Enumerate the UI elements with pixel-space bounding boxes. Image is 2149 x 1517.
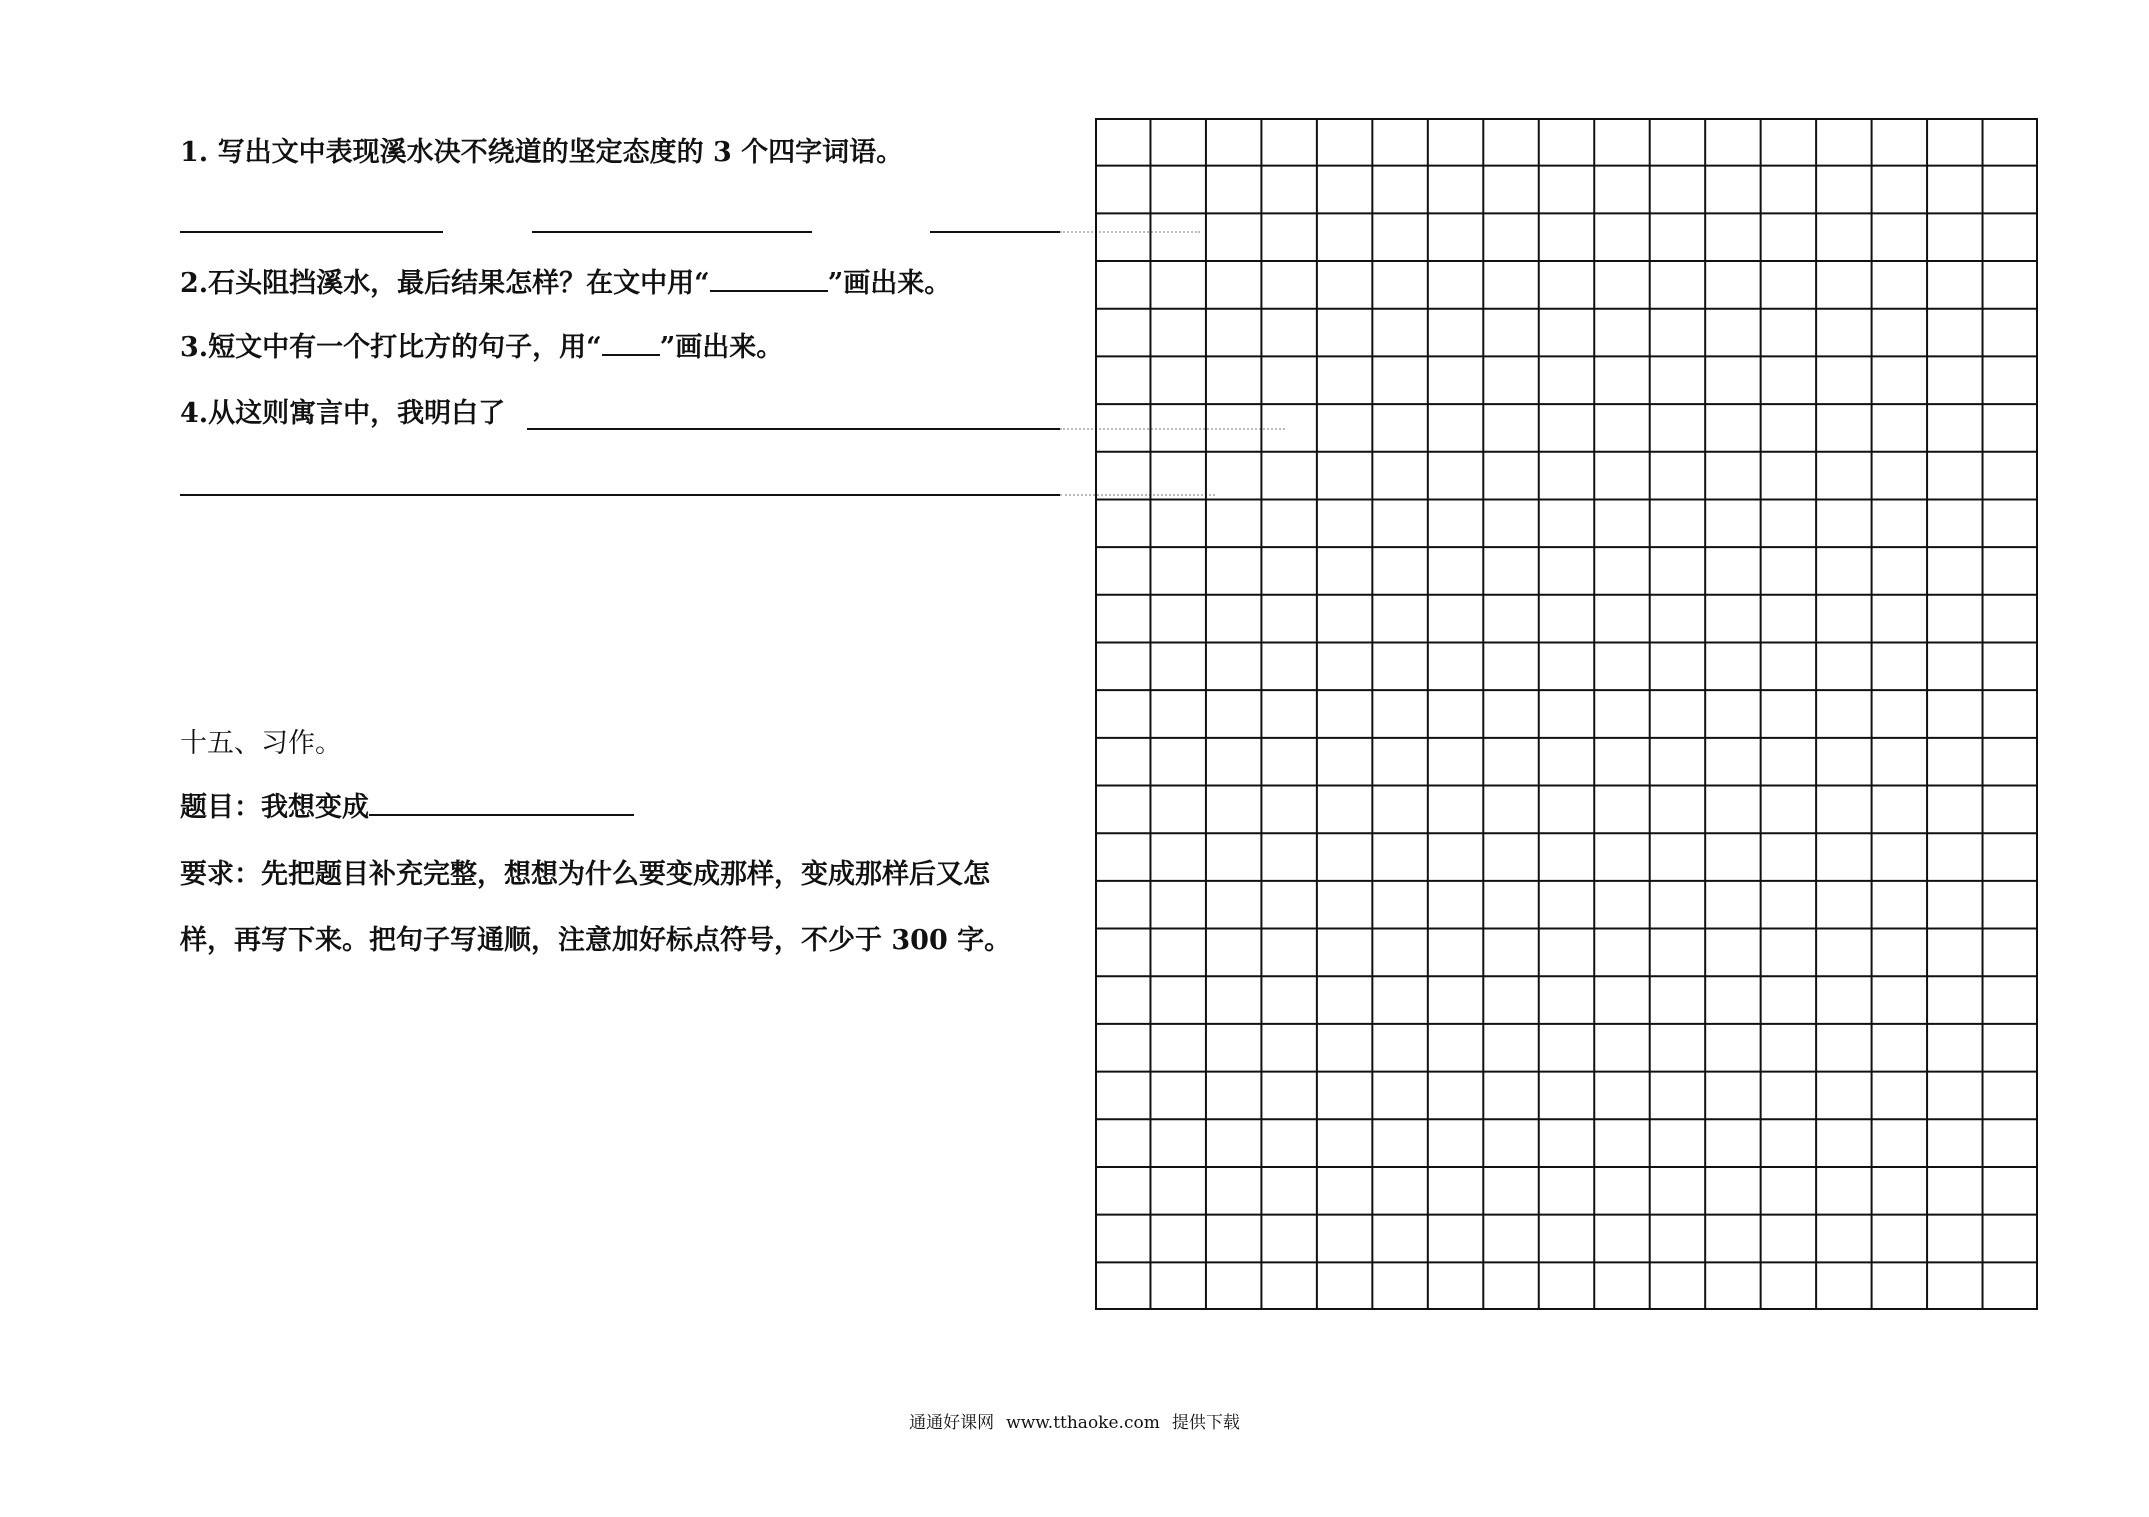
q2-mark-blank[interactable] [710, 270, 828, 292]
q1-answer-blank-2[interactable] [532, 205, 812, 233]
composition-title-blank[interactable] [369, 794, 634, 816]
question-3-text-before: 3.短文中有一个打比方的句子，用“ [180, 332, 602, 363]
q3-mark-blank[interactable] [602, 334, 660, 356]
question-3-text-after: ”画出来。 [659, 332, 784, 363]
footer-url[interactable]: www.tthaoke.com [1006, 1413, 1160, 1433]
composition-heading: 十五、习作。 [180, 728, 342, 759]
question-2-text-after: ”画出来。 [827, 268, 952, 299]
page-footer [0, 1408, 2149, 1433]
q4-answer-blank-line-2[interactable] [180, 468, 1060, 496]
question-4: 4.从这则寓言中，我明白了 [180, 398, 506, 429]
q1-answer-blank-1[interactable] [180, 205, 443, 233]
composition-title [180, 794, 634, 821]
question-2 [180, 270, 951, 297]
question-3 [180, 334, 783, 361]
q1-answer-blank-3[interactable] [930, 205, 1060, 233]
question-2-text-before: 2.石头阻挡溪水，最后结果怎样？在文中用“ [180, 268, 710, 299]
footer-action: 提供下载 [1171, 1413, 1240, 1433]
q4-answer-blank[interactable] [527, 400, 1060, 430]
composition-requirement-line-1: 要求：先把题目补充完整，想想为什么要变成那样，变成那样后又怎 [180, 859, 990, 890]
composition-writing-grid[interactable] [1095, 118, 2038, 1310]
composition-title-prefix: 题目：我想变成 [180, 792, 369, 823]
question-1: 1. 写出文中表现溪水决不绕道的坚定态度的 3 个四字词语。 [180, 137, 904, 168]
composition-requirement-line-2: 样，再写下来。把句子写通顺，注意加好标点符号，不少于 300 字。 [180, 925, 1012, 956]
footer-site-name: 通通好课网 [909, 1413, 995, 1433]
